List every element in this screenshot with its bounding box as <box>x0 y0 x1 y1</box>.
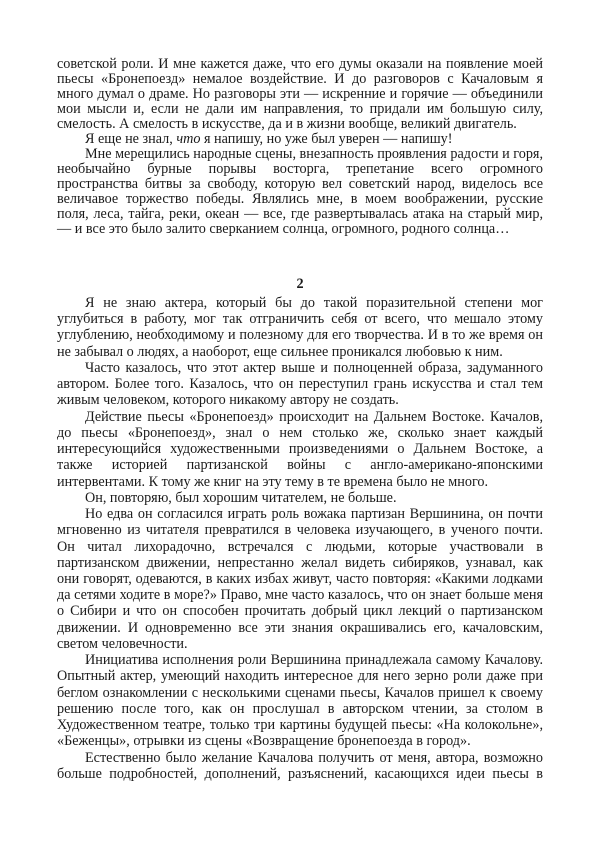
paragraph: Но едва он согласился играть роль вожака партизан Вершинина, он почти мгновенно из читателя превратился в человека изучающего, в ученого почти. Он читал лихорадочно, встречался с людьми, которые участвовали в партизанском движении, непрестанно желал видеть сибиряков, узнавал, как они говорят, одеваются, в каких избах живут, часто повторяя: «Какими лодками да сетями ходите в море?» Право, мне часто казалось, что он знает больше меня о Сибири и что он способен прочитать добрый цикл лекций о партизанском движении. И одновременно все эти знания окрашивались его, качаловским, светом человечности. <box>57 506 543 652</box>
paragraph: Он, повторяю, был хорошим читателем, не больше. <box>85 489 397 506</box>
paragraph <box>57 132 543 147</box>
paragraph-text: я напишу, но уже был уверен — напишу! <box>200 131 453 147</box>
paragraph: Инициатива исполнения роли Вершинина принадлежала самому Качалову. Опытный актер, умеющий находить интересное для него зерно роли даже при беглом ознакомлении с несколькими сценами пьесы, Качалов пришел к своему решению после того, как он прослушал в авторском чтении, за столом в Художественном театре, только три картины будущей пьесы: «На колокольне», «Беженцы», отрывки из сцены «Возвращение бронепоезда в город». <box>57 652 543 750</box>
paragraph: Естественно было желание Качалова получить от меня, автора, возможно больше подробностей, дополнений, разъяснений, касающихся идеи пьесы в <box>57 749 543 782</box>
paragraph: советской роли. И мне кажется даже, что его думы оказали на появление моей пьесы «Бронепоезд» немалое воздействие. И до разговоров с Качаловым я много думал о драме. Но разговоры эти — искренние и горячие — объединили мои мысли и, если не дали им направления, то придали им большую силу, смелость. А смелость в искусстве, да и в жизни вообще, великий двигатель. <box>57 56 543 132</box>
paragraph: Часто казалось, что этот актер выше и полноценней образа, задуманного автором. Более того. Казалось, что он переступил грань искусства и стал тем живым человеком, которого никакому автору не создать. <box>57 359 543 409</box>
paragraph: Я не знаю актера, который бы до такой поразительной степени мог углубиться в работу, мог так отграничить себя от всего, что мешало этому углублению, необходимому и полезному для его творчества. И в то же время он не забывал о людях, а наоборот, еще сильнее проникался любовью к ним. <box>57 295 543 360</box>
section-1-text <box>57 57 543 237</box>
paragraph: Мне мерещились народные сцены, внезапность проявления радости и горя, необычайно бурные порывы восторга, трепетание всего огромного пространства битвы за свободу, которую вел советский народ, виделось все величавое торжество победы. Являлись мне, в моем воображении, русские поля, леса, тайга, реки, океан — все, где развертывалась атака на старый мир, — и все это было залито сверканием солнца, огромного, родного солнца… <box>57 146 543 237</box>
section-2-text <box>57 295 543 782</box>
section-heading: 2 <box>296 276 304 292</box>
paragraph: Действие пьесы «Бронепоезд» происходит на Дальнем Востоке. Качалов, до пьесы «Бронепоезд», знал о нем столько же, сколько знает каждый интересующийся художественными произведениями о Дальнем Востоке, а также историей партизанской войны с англо-американо-японскими интервентами. К тому же книг на эту тему в те времена было не много. <box>57 408 543 490</box>
emphasis-text: что <box>176 131 201 147</box>
paragraph-text: Я еще не знал, <box>85 131 177 147</box>
